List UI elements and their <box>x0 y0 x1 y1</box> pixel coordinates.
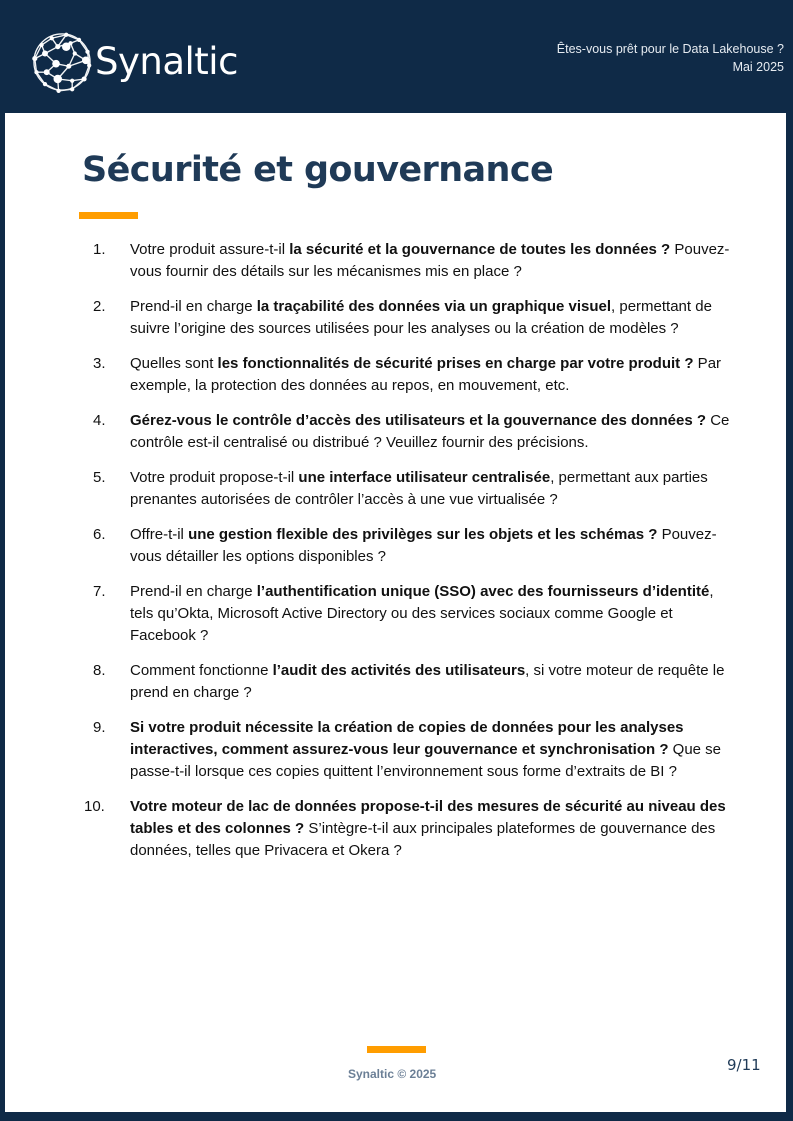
question-text: Offre-t-il <box>130 526 189 543</box>
question-text: Votre produit assure-t-il <box>130 241 290 258</box>
question-emphasis: Si votre produit nécessite la création de copies de données pour les analyses interactives, comment assurez-vous leur gouvernance et synchronisation ? <box>130 719 684 758</box>
question-emphasis: la traçabilité des données via un graphique visuel <box>256 298 612 315</box>
question-item <box>5 296 786 340</box>
question-text: Ce contrôle est-il centralisé ou distribué ? Veuillez fournir des précisions. <box>130 412 730 451</box>
question-item <box>5 717 786 783</box>
question-text: , permettant de suivre l’origine des sources utilisées pour les analyses ou la création de modèles ? <box>130 298 712 337</box>
question-text: S’intègre-t-il aux principales plateformes de gouvernance des données, telles que Privacera et Okera ? <box>130 820 716 859</box>
question-number: 6. <box>93 526 106 543</box>
question-item <box>5 410 786 454</box>
question-number: 9. <box>93 719 106 736</box>
question-text: Comment fonctionne <box>130 662 273 679</box>
question-list <box>5 239 786 875</box>
question-number: 8. <box>93 662 106 679</box>
question-number: 10. <box>84 798 105 815</box>
document-date: Mai 2025 <box>732 60 784 74</box>
page-title: Sécurité et gouvernance <box>82 150 554 190</box>
document-meta <box>557 40 784 76</box>
page-number: 9/11 <box>727 1056 761 1074</box>
question-text: , permettant aux parties prenantes autorisées de contrôler l’accès à une vue virtualisée ? <box>130 469 708 508</box>
question-text: Quelles sont <box>130 355 218 372</box>
question-item <box>5 239 786 283</box>
question-emphasis: les fonctionnalités de sécurité prises en charge par votre produit ? <box>217 355 694 372</box>
question-text: , tels qu’Okta, Microsoft Active Directory ou des services sociaux comme Google et Facebook ? <box>130 583 714 644</box>
question-text: Par exemple, la protection des données au repos, en mouvement, etc. <box>130 355 722 394</box>
brand-logo <box>28 28 238 96</box>
question-emphasis: Gérez-vous le contrôle d’accès des utilisateurs et la gouvernance des données ? <box>130 412 707 429</box>
question-item <box>5 660 786 704</box>
question-item <box>5 524 786 568</box>
question-text: , si votre moteur de requête le prend en charge ? <box>130 662 725 701</box>
question-emphasis: l’authentification unique (SSO) avec des fournisseurs d’identité <box>256 583 710 600</box>
question-emphasis: l’audit des activités des utilisateurs <box>272 662 526 679</box>
question-emphasis: la sécurité et la gouvernance de toutes les données ? <box>289 241 671 258</box>
brand-name: Synaltic <box>95 39 238 83</box>
page-content <box>5 113 786 1112</box>
question-text: Pouvez-vous détailler les options disponibles ? <box>130 526 717 565</box>
title-accent-bar <box>79 212 138 219</box>
question-number: 5. <box>93 469 106 486</box>
question-text: Prend-il en charge <box>130 583 257 600</box>
header <box>0 0 793 113</box>
question-item <box>5 353 786 397</box>
question-emphasis: une gestion flexible des privilèges sur les objets et les schémas ? <box>188 526 658 543</box>
question-item <box>5 467 786 511</box>
question-number: 2. <box>93 298 106 315</box>
question-number: 4. <box>93 412 106 429</box>
question-item <box>5 581 786 647</box>
question-emphasis: Votre moteur de lac de données propose-t-il des mesures de sécurité au niveau des tables et des colonnes ? <box>130 798 726 837</box>
question-item <box>5 796 786 862</box>
network-globe-icon <box>28 28 96 96</box>
question-number: 1. <box>93 241 106 258</box>
question-text: Que se passe-t-il lorsque ces copies quittent l’environnement sous forme d’extraits de BI ? <box>130 741 722 780</box>
question-number: 3. <box>93 355 106 372</box>
question-emphasis: une interface utilisateur centralisée <box>298 469 551 486</box>
question-text: Votre produit propose-t-il <box>130 469 299 486</box>
question-text: Pouvez-vous fournir des détails sur les mécanismes mis en place ? <box>130 241 730 280</box>
question-number: 7. <box>93 583 106 600</box>
footer-accent-bar <box>367 1046 426 1053</box>
question-text: Prend-il en charge <box>130 298 257 315</box>
document-title: Êtes-vous prêt pour le Data Lakehouse ? <box>556 42 784 56</box>
footer-copyright: Synaltic © 2025 <box>348 1067 437 1081</box>
